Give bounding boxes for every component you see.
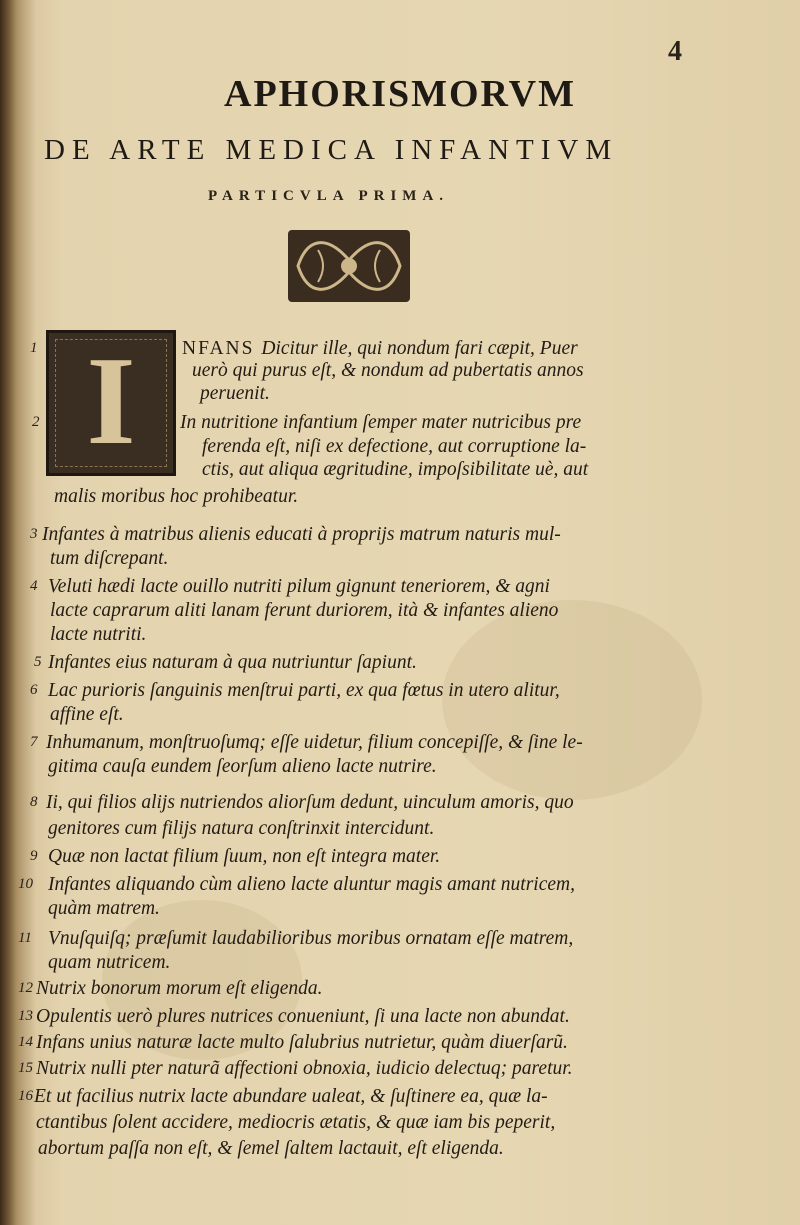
aphorism-number: 12 [18, 980, 33, 996]
aphorism-number: 8 [30, 794, 38, 810]
aphorism-line: ferenda eſt, niſi ex defectione, aut corruptione la- [202, 436, 587, 457]
fleuron-ornament-graphic [288, 230, 410, 302]
aphorism-line: Vnuſquiſq; præſumit laudabilioribus moribus ornatam eſſe matrem, [48, 928, 574, 949]
title-aphorismorum: APHORISMORVM [224, 73, 576, 115]
aphorism-line: lacte nutriti. [50, 624, 147, 645]
aphorism-number: 13 [18, 1008, 33, 1024]
aphorism-line: affine eſt. [50, 704, 124, 725]
aphorism-line: quam nutricem. [48, 952, 171, 973]
aphorism-line: uerò qui purus eſt, & nondum ad pubertatis annos [192, 360, 584, 381]
page-number: 4 [668, 36, 682, 67]
aphorism-number: 10 [18, 876, 33, 892]
aphorism-line: quàm matrem. [48, 898, 160, 919]
aphorism-number: 4 [30, 578, 38, 594]
aphorism-line: Inhumanum, monſtruoſumq; eſſe uidetur, filium concepiſſe, & ſine le- [46, 732, 583, 753]
aphorism-line: ctis, aut aliqua ægritudine, impoſsibilitate uè, aut [202, 459, 589, 480]
aphorism-number: 1 [30, 340, 38, 356]
aphorism-line: malis moribus hoc prohibeatur. [54, 486, 299, 507]
aphorism-number: 6 [30, 682, 38, 698]
aphorism-line: Infantes à matribus alienis educati à proprijs matrum naturis mul- [42, 524, 561, 545]
aphorism-number: 5 [34, 654, 42, 670]
aphorism-number: 2 [32, 414, 40, 430]
aphorism-line: Lac purioris ſanguinis menſtrui parti, ex qua fœtus in utero alitur, [48, 680, 560, 701]
fleuron-ornament [288, 230, 410, 302]
aphorism-number: 3 [30, 526, 38, 542]
title-particula-prima: PARTICVLA PRIMA. [208, 188, 450, 204]
aphorism-line: genitores cum filijs natura conſtrinxit intercidunt. [48, 818, 435, 839]
aphorism-line: In nutritione infantium ſemper mater nutricibus pre [180, 412, 582, 433]
aphorism-line: peruenit. [200, 383, 270, 404]
aphorism-number: 14 [18, 1034, 33, 1050]
aphorism-lead-word: NFANS [182, 338, 262, 359]
aphorism-line: Veluti hædi lacte ouillo nutriti pilum gignunt teneriorem, & agni [48, 576, 550, 597]
aphorism-number: 11 [18, 930, 32, 946]
aphorism-line: abortum paſſa non eſt, & ſemel ſaltem lactauit, eſt eligenda. [38, 1138, 504, 1159]
aphorism-line: ctantibus ſolent accidere, mediocris ætatis, & quæ iam bis peperit, [36, 1112, 556, 1133]
aphorism-line: Infantes eius naturam à qua nutriuntur ſapiunt. [48, 652, 417, 673]
aphorism-line: lacte caprarum aliti lanam ferunt duriorem, ità & infantes alieno [50, 600, 559, 621]
aphorism-line: Nutrix nulli pter naturã affectioni obnoxia, iudicio delectuq; paretur. [36, 1058, 573, 1079]
aphorism-number: 16 [18, 1088, 33, 1104]
aphorism-number: 9 [30, 848, 38, 864]
aphorism-line: gitima cauſa eundem ſeorſum alieno lacte nutrire. [48, 756, 437, 777]
aphorism-line: tum diſcrepant. [50, 548, 169, 569]
aphorism-line: Infantes aliquando cùm alieno lacte aluntur magis amant nutricem, [48, 874, 575, 895]
aphorism-line: Ii, qui filios alijs nutriendos aliorſum dedunt, uinculum amoris, quo [46, 792, 574, 813]
aphorism-line: Quæ non lactat filium ſuum, non eſt integra mater. [48, 846, 441, 867]
aphorism-number: 7 [30, 734, 38, 750]
decorated-initial [46, 330, 176, 476]
aphorism-line: Infans unius naturæ lacte multo ſalubrius nutrietur, quàm diuerſarũ. [36, 1032, 568, 1053]
aphorism-line: Et ut facilius nutrix lacte abundare ualeat, & ſuſtinere ea, quæ la- [34, 1086, 548, 1107]
aphorism-line: Opulentis uerò plures nutrices conueniunt, ſi una lacte non abundat. [36, 1006, 570, 1027]
initial-letter: I [86, 332, 136, 471]
aphorism-number: 15 [18, 1060, 33, 1076]
aphorism-line: NFANS Dicitur ille, qui nondum fari cæpit, Puer [182, 338, 578, 359]
aphorism-line: Nutrix bonorum morum eſt eligenda. [36, 978, 323, 999]
title-de-arte-medica: DE ARTE MEDICA INFANTIVM [44, 134, 619, 166]
